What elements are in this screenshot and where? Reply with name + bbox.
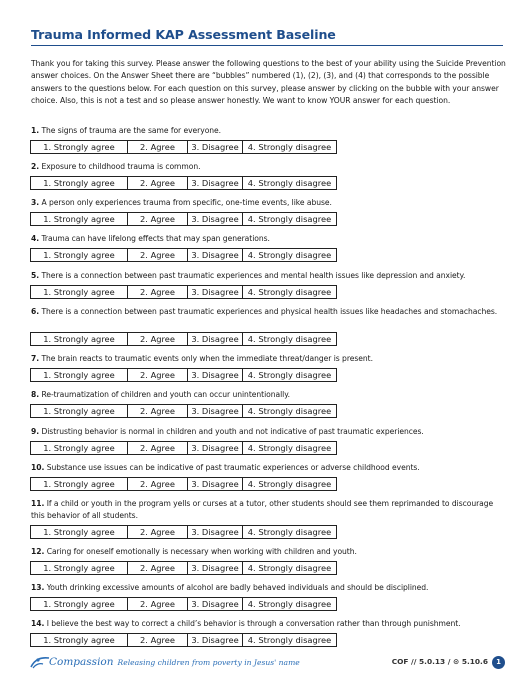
answer-option-2[interactable]: 2. Agree [128,141,188,153]
question-14 [31,618,506,630]
question-number: 14. [31,619,45,628]
answer-option-2[interactable]: 2. Agree [128,177,188,189]
question-number: 10. [31,463,45,472]
answer-option-1[interactable]: 1. Strongly agree [31,598,128,610]
question-number: 4. [31,234,40,243]
compassion-logo [29,654,300,668]
question-number: 2. [31,162,40,171]
answer-options-3 [30,212,337,226]
question-2 [31,161,506,173]
answer-option-2[interactable]: 2. Agree [128,442,188,454]
question-text: Youth drinking excessive amounts of alcohol are badly behaved individuals and should be disciplined. [46,583,429,592]
answer-option-4[interactable]: 4. Strongly disagree [247,527,332,537]
question-number: 8. [31,390,40,399]
question-number: 13. [31,583,45,592]
answer-option-3[interactable]: 3. Disagree [188,562,243,574]
answer-options-13 [30,597,337,611]
answer-option-1[interactable]: 1. Strongly agree [31,634,128,646]
answer-option-1[interactable]: 1. Strongly agree [31,478,128,490]
answer-options-2 [30,176,337,190]
answer-option-3[interactable]: 3. Disagree [188,333,243,345]
answer-options-5 [30,285,337,299]
title-rule [31,45,503,46]
question-11 [31,498,506,521]
answer-options-8 [30,404,337,418]
answer-option-1[interactable]: 1. Strongly agree [31,442,128,454]
page-number-badge: 1 [492,656,505,669]
answer-option-1[interactable]: 1. Strongly agree [31,213,128,225]
answer-option-2[interactable]: 2. Agree [128,249,188,261]
question-7 [31,353,506,365]
answer-options-7 [30,368,337,382]
answer-option-2[interactable]: 2. Agree [128,333,188,345]
answer-option-2[interactable]: 2. Agree [128,369,188,381]
answer-option-2[interactable]: 2. Agree [128,526,188,538]
answer-option-4[interactable]: 4. Strongly disagree [247,250,332,260]
answer-option-4[interactable]: 4. Strongly disagree [247,178,332,188]
question-10 [31,462,506,474]
question-text: Re-traumatization of children and youth can occur unintentionally. [41,390,290,399]
answer-options-12 [30,561,337,575]
question-text: Distrusting behavior is normal in children and youth and not indicative of past traumatic experiences. [41,427,424,436]
answer-option-3[interactable]: 3. Disagree [188,249,243,261]
answer-option-3[interactable]: 3. Disagree [188,442,243,454]
answer-option-4[interactable]: 4. Strongly disagree [247,334,332,344]
answer-options-10 [30,477,337,491]
question-text: If a child or youth in the program yells or curses at a tutor, other students should see them reprimanded to discourage this behavior of all students. [31,499,494,520]
question-text: Exposure to childhood trauma is common. [41,162,201,171]
question-number: 5. [31,271,40,280]
answer-option-4[interactable]: 4. Strongly disagree [247,406,332,416]
question-text: The brain reacts to traumatic events only when the immediate threat/danger is present. [41,354,373,363]
question-number: 7. [31,354,40,363]
answer-option-4[interactable]: 4. Strongly disagree [247,443,332,453]
answer-option-2[interactable]: 2. Agree [128,562,188,574]
question-number: 6. [31,307,40,316]
question-3 [31,197,506,209]
answer-option-2[interactable]: 2. Agree [128,213,188,225]
question-text: I believe the best way to correct a child’s behavior is through a conversation rather than through punishment. [46,619,461,628]
question-9 [31,426,506,438]
question-text: There is a connection between past traumatic experiences and mental health issues like depression and anxiety. [41,271,466,280]
answer-option-1[interactable]: 1. Strongly agree [31,141,128,153]
answer-option-3[interactable]: 3. Disagree [188,213,243,225]
answer-option-1[interactable]: 1. Strongly agree [31,405,128,417]
answer-option-3[interactable]: 3. Disagree [188,598,243,610]
page-title: Trauma Informed KAP Assessment Baseline [31,27,336,42]
answer-options-6 [30,332,337,346]
answer-option-3[interactable]: 3. Disagree [188,177,243,189]
question-text: Substance use issues can be indicative of past traumatic experiences or adverse childhood events. [46,463,420,472]
answer-option-1[interactable]: 1. Strongly agree [31,333,128,345]
answer-option-3[interactable]: 3. Disagree [188,141,243,153]
answer-option-3[interactable]: 3. Disagree [188,634,243,646]
answer-options-11 [30,525,337,539]
question-number: 1. [31,126,40,135]
question-text: Trauma can have lifelong effects that may span generations. [41,234,270,243]
question-number: 12. [31,547,45,556]
question-text: The signs of trauma are the same for everyone. [41,126,222,135]
question-1 [31,125,506,137]
answer-option-4[interactable]: 4. Strongly disagree [247,635,332,645]
question-6 [31,306,506,318]
answer-options-9 [30,441,337,455]
answer-option-4[interactable]: 4. Strongly disagree [247,479,332,489]
answer-option-3[interactable]: 3. Disagree [188,478,243,490]
logo-tagline: Releasing children from poverty in Jesus' name [117,658,300,667]
question-12 [31,546,506,558]
answer-option-4[interactable]: 4. Strongly disagree [247,599,332,609]
question-4 [31,233,506,245]
answer-option-3[interactable]: 3. Disagree [188,405,243,417]
question-text: Caring for oneself emotionally is necessary when working with children and youth. [46,547,357,556]
document-code: COF // 5.0.13 / ⊙ 5.10.6 [391,657,488,666]
logo-figure-icon [29,654,51,668]
question-text: There is a connection between past traumatic experiences and physical health issues like headaches and stomachaches. [41,307,498,316]
answer-option-1[interactable]: 1. Strongly agree [31,369,128,381]
question-number: 11. [31,499,45,508]
answer-option-2[interactable]: 2. Agree [128,286,188,298]
answer-option-2[interactable]: 2. Agree [128,478,188,490]
answer-option-3[interactable]: 3. Disagree [188,369,243,381]
answer-option-3[interactable]: 3. Disagree [188,526,243,538]
answer-option-2[interactable]: 2. Agree [128,405,188,417]
intro-paragraph: Thank you for taking this survey. Please answer the following questions to the best of your ability using the Suicide Prevention answer choices. On the Answer Sheet there are “bubbles” numbered (1), (2), (3), and (4) that corresponds to the possible answers to the questions below. For each question on this survey, please answer by clicking on the bubble with your answer choice. Also, this is not a test and so please answer honestly. We want to know YOUR answer for each question. [31,59,506,106]
answer-options-4 [30,248,337,262]
question-text: A person only experiences trauma from specific, one-time events, like abuse. [41,198,332,207]
question-number: 9. [31,427,40,436]
answer-option-4[interactable]: 4. Strongly disagree [247,142,332,152]
answer-option-1[interactable]: 1. Strongly agree [31,249,128,261]
answer-options-14 [30,633,337,647]
question-5 [31,270,506,282]
answer-option-3[interactable]: 3. Disagree [188,286,243,298]
answer-option-1[interactable]: 1. Strongly agree [31,562,128,574]
answer-option-4[interactable]: 4. Strongly disagree [247,287,332,297]
answer-option-2[interactable]: 2. Agree [128,634,188,646]
question-8 [31,389,506,401]
answer-option-1[interactable]: 1. Strongly agree [31,286,128,298]
answer-option-4[interactable]: 4. Strongly disagree [247,370,332,380]
answer-option-1[interactable]: 1. Strongly agree [31,177,128,189]
answer-option-4[interactable]: 4. Strongly disagree [247,563,332,573]
logo-wordmark: Compassion [49,656,114,668]
answer-options-1 [30,140,337,154]
question-number: 3. [31,198,40,207]
question-13 [31,582,506,594]
answer-option-2[interactable]: 2. Agree [128,598,188,610]
answer-option-4[interactable]: 4. Strongly disagree [247,214,332,224]
answer-option-1[interactable]: 1. Strongly agree [31,526,128,538]
